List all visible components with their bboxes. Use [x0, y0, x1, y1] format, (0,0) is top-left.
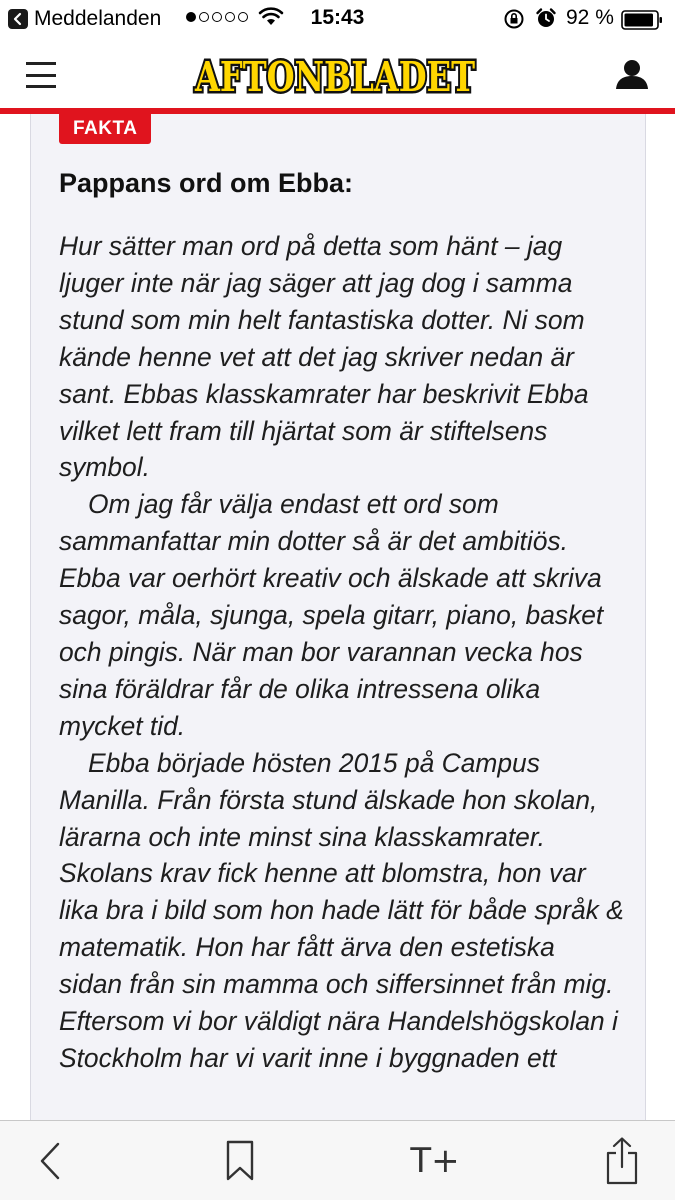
share-button[interactable]: [592, 1121, 652, 1201]
bookmark-button[interactable]: [210, 1121, 270, 1201]
chevron-left-icon: [38, 1141, 62, 1181]
user-icon[interactable]: [615, 58, 649, 95]
fact-paragraph: Ebba började hösten 2015 på Campus Manilla. Från första stund älskade hon skolan, lärarna och inte minst sina klasskamrater. Skolans krav fick henne att blomstra, hon var lika bra i bild som hon hade lätt för både språk & matematik. Hon har fått ärva den estetiska sidan från sin mamma och siffersinnet från mig. Eftersom vi bor väldigt nära Handelshögskolan i Stockholm har vi varit inne i byggnaden ett: [59, 747, 624, 1073]
hamburger-menu-icon[interactable]: [26, 62, 56, 88]
fact-paragraph: Hur sätter man ord på detta som hänt – jag ljuger inte när jag säger att jag dog i samma stund som min helt fantastiska dotter. Ni som kände henne vet att det jag skriver nedan är sant. Ebbas klasskamrater har beskrivit Ebba vilket lett fram till hjärtat som är stiftelsens symbol.: [59, 231, 589, 483]
bottom-toolbar: [0, 1120, 675, 1200]
alarm-clock-icon: [535, 7, 557, 34]
fact-body: [59, 228, 625, 1077]
fact-title: Pappans ord om Ebba:: [59, 168, 354, 198]
fact-box: [30, 114, 646, 1124]
text-size-icon: T+: [410, 1141, 460, 1181]
logo-text: AFTONBLADET: [194, 53, 476, 101]
aftonbladet-logo[interactable]: [190, 50, 480, 100]
fact-badge: FAKTA: [59, 114, 151, 144]
share-icon: [605, 1137, 639, 1185]
battery-percent: 92 %: [566, 6, 614, 29]
battery-icon: [621, 10, 663, 35]
fact-paragraph: Om jag får välja endast ett ord som sammanfattar min dotter så är det ambitiös. Ebba var oerhört kreativ och älskade att skriva sagor, måla, sjunga, spela gitarr, piano, basket och pingis. När man bor varannan vecka hos sina föräldrar får de olika intressena olika mycket tid.: [59, 489, 604, 741]
status-bar: [0, 0, 675, 38]
back-button[interactable]: [20, 1121, 80, 1201]
app-header: [0, 38, 675, 110]
status-time: 15:43: [310, 6, 365, 29]
text-size-button[interactable]: [395, 1121, 475, 1201]
back-app-label[interactable]: Meddelanden: [34, 7, 162, 30]
rotation-lock-icon: [503, 8, 525, 35]
bookmark-icon: [226, 1140, 254, 1182]
